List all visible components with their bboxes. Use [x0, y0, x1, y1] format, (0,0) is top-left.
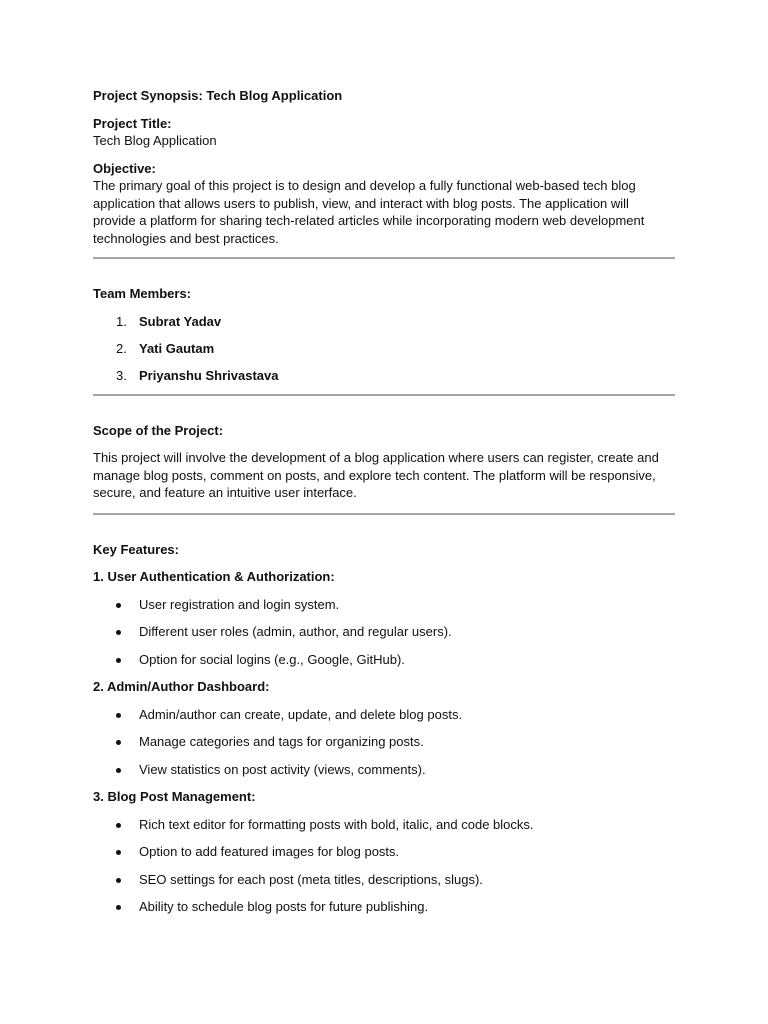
member-number: 1. — [116, 313, 127, 329]
feature-list — [93, 816, 675, 916]
feature-item — [93, 651, 675, 669]
member-number: 2. — [116, 340, 127, 356]
team-label: Team Members: — [93, 286, 192, 301]
feature-text: SEO settings for each post (meta titles, descriptions, slugs). — [139, 871, 483, 887]
divider — [93, 257, 675, 259]
feature-list — [93, 596, 675, 669]
bullet-icon — [116, 768, 121, 773]
divider — [93, 394, 675, 396]
feature-text: Option for social logins (e.g., Google, GitHub). — [139, 651, 405, 667]
bullet-icon — [116, 823, 121, 828]
bullet-icon — [116, 658, 121, 663]
feature-list — [93, 706, 675, 779]
member-name: Yati Gautam — [139, 340, 215, 356]
scope-label: Scope of the Project: — [93, 422, 224, 438]
team-member — [93, 367, 675, 385]
feature-group-heading: 3. Blog Post Management: — [93, 789, 256, 804]
bullet-icon — [116, 878, 121, 883]
feature-item — [93, 733, 675, 751]
member-name: Priyanshu Shrivastava — [139, 367, 279, 383]
feature-text: Admin/author can create, update, and delete blog posts. — [139, 706, 463, 722]
objective-section — [93, 160, 675, 248]
feature-item — [93, 706, 675, 724]
features-label: Key Features: — [93, 541, 179, 557]
bullet-icon — [116, 850, 121, 855]
project-title-value: Tech Blog Application — [93, 133, 217, 148]
member-name: Subrat Yadav — [139, 313, 222, 329]
project-title-section — [93, 115, 675, 150]
feature-item — [93, 623, 675, 641]
bullet-icon — [116, 603, 121, 608]
team-member — [93, 313, 675, 331]
feature-item — [93, 761, 675, 779]
doc-title: Project Synopsis: Tech Blog Application — [93, 88, 343, 103]
project-title-label: Project Title: — [93, 115, 172, 131]
feature-text: Manage categories and tags for organizing posts. — [139, 734, 424, 749]
feature-item — [93, 596, 675, 614]
objective-label: Objective: — [93, 160, 156, 176]
feature-text: View statistics on post activity (views, comments). — [139, 761, 426, 777]
feature-item — [93, 816, 675, 834]
bullet-icon — [116, 905, 121, 910]
scope-text: This project will involve the development of a blog application where users can register, create and manage blog posts, comment on posts, and explore tech content. The platform will be responsive, secure, and feature an intuitive user interface. — [93, 450, 659, 500]
bullet-icon — [116, 630, 121, 635]
team-members-list — [93, 313, 675, 385]
feature-text: User registration and login system. — [139, 596, 340, 612]
feature-item — [93, 898, 675, 916]
divider — [93, 513, 675, 515]
feature-group-heading: 1. User Authentication & Authorization: — [93, 569, 335, 584]
feature-text: Rich text editor for formatting posts with bold, italic, and code blocks. — [139, 816, 534, 832]
feature-text: Option to add featured images for blog posts. — [139, 844, 400, 859]
feature-item — [93, 843, 675, 861]
feature-text: Ability to schedule blog posts for future publishing. — [139, 899, 429, 914]
document-content — [93, 87, 675, 926]
feature-text: Different user roles (admin, author, and regular users). — [139, 624, 452, 639]
member-number: 3. — [116, 367, 127, 383]
feature-group-heading: 2. Admin/Author Dashboard: — [93, 679, 270, 694]
team-member — [93, 340, 675, 358]
bullet-icon — [116, 713, 121, 718]
feature-item — [93, 871, 675, 889]
objective-text: The primary goal of this project is to design and develop a fully functional web-based tech blog application that allows users to publish, view, and interact with blog posts. The application will provide a platform for sharing tech-related articles while incorporating modern web development technologies and best practices. — [93, 178, 645, 246]
bullet-icon — [116, 740, 121, 745]
